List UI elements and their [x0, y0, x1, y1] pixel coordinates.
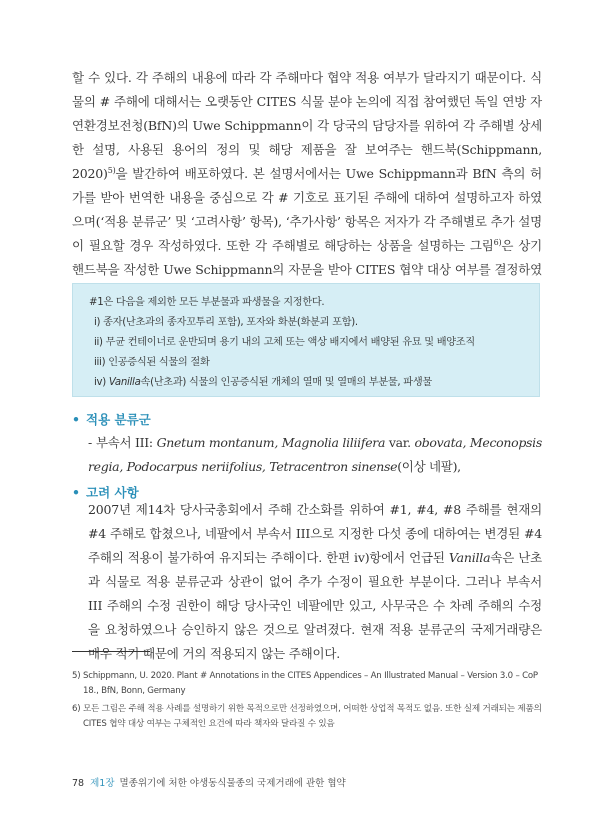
annotation-item-1: i) 종자(난초과의 종자꼬투리 포함), 포자와 화분(화분괴 포함). [94, 317, 358, 328]
dash-marker: - [88, 435, 92, 450]
species-names-1: Gnetum montanum, Magnolia liliifera [156, 435, 386, 450]
page-footer [72, 775, 346, 789]
page-number: 78 [72, 778, 85, 789]
annotation-item-4-genus: Vanilla [108, 377, 141, 388]
applicable-taxa-list [88, 431, 542, 479]
annotation-item-4 [89, 373, 525, 393]
appendix-label: 부속서 III: [95, 435, 157, 450]
footnote-ref-5[interactable]: 5) [107, 165, 116, 175]
annotation-item-3: iii) 인공증식된 식물의 절화 [94, 357, 210, 368]
considerations-paragraph [88, 498, 542, 666]
variety-marker: var. [385, 435, 415, 450]
section-heading-label: 적용 분류군 [86, 412, 151, 427]
footnote-6-line-1: 6) 모든 그림은 주해 적용 사례를 설명하기 위한 목적으로만 선정하였으며, 어떠한 상업적 목적도 없음. 또한 실제 거래되는 제품의 [72, 704, 542, 714]
annotation-item-2: ii) 무균 컨테이너로 운반되며 용기 내의 고체 또는 액상 배지에서 배양된 유묘 및 배양조직 [94, 337, 475, 348]
footnote-6-line-2: CITES 협약 대상 여부는 구체적인 요건에 따라 책자와 달라질 수 있음 [83, 719, 335, 729]
annotation-item-4-text: 속(난초과) 식물의 인공증식된 개체의 열매 및 열매의 부분물, 파생물 [140, 377, 432, 388]
annotation-item-4-prefix: iv) [94, 377, 109, 388]
section-heading-applicable-taxa [72, 410, 151, 428]
running-title: 멸종위기에 처한 야생동식물종의 국제거래에 관한 협약 [119, 778, 346, 789]
footnote-6 [72, 702, 542, 732]
considerations-genus: Vanilla [448, 550, 491, 565]
footnote-5-line-2: 18., BfN, Bonn, Germany [83, 686, 186, 696]
bullet-icon: • [72, 412, 80, 427]
intro-text-1: 할 수 있다. 각 주해의 내용에 따라 각 주해마다 협약 적용 여부가 달라지기 때문이다. 식물의 # 주해에 대해서는 오랫동안 CITES 식물 분야 논의에 직접 참여했던 독일 연방 자연환경보전청(BfN)의 Uwe Schippmann이 각 당국의 담당자를 위하여 각 주해별 상세한 설명, 사용된 용어의 정의 및 해당 제품을 잘 보여주는 핸드북(Schippmann, 2020) [72, 70, 542, 181]
footnote-ref-6[interactable]: 6) [493, 237, 502, 247]
bullet-icon: • [72, 485, 80, 500]
country-note: (이상 네팔), [397, 459, 461, 474]
footnote-divider [72, 651, 150, 652]
section-heading-label: 고려 사항 [86, 485, 139, 500]
species-names-2: obovata, Meconopsis regia, Podocarpus neriifolius, Tetracentron sinense [88, 435, 542, 474]
footnote-5-line-1: 5) Schippmann, U. 2020. Plant # Annotations in the CITES Appendices – An Illustrated Manual – Version 3.0 – CoP [72, 671, 538, 681]
chapter-label: 제1장 [90, 778, 115, 789]
considerations-text-2: 속은 난초과 식물로 적용 분류군과 상관이 없어 추가 수정이 필요한 부분이다. 그러나 부속서 III 주해의 수정 권한이 해당 당사국인 네팔에만 있고, 사무국은 수 차례 주해의 수정을 요청하였으나 승인하지 않은 것으로 알려졌다. 현재 적용 분류군의 국제거래량은 매우 적기 때문에 거의 적용되지 않는 주해이다. [88, 550, 542, 661]
intro-text-2: 을 발간하여 배포하였다. 본 설명서에서는 Uwe Schippmann과 BfN 측의 허가를 받아 번역한 내용을 중심으로 각 # 기호로 표기된 주해에 대하여 설명하고자 하였으며(‘적용 분류군’ 및 ‘고려사항’ 항목), ‘추가사항’ 항목은 저자가 각 주해별로 추가 설명이 필요할 경우 작성하였다. 또한 각 주해별로 해당하는 상품을 설명하는 그림 [72, 166, 542, 253]
intro-text-3: 은 상기 핸드북을 작성한 Uwe Schippmann의 자문을 받아 CITES 협약 대상 여부를 결정하였 [72, 238, 542, 277]
intro-paragraph [72, 66, 542, 306]
annotation-box-title: #1은 다음을 제외한 모든 부분물과 파생물을 지정한다. [89, 297, 325, 308]
footnote-5 [72, 669, 542, 699]
annotation-box [72, 283, 540, 397]
considerations-text-1: 2007년 제14차 당사국총회에서 주해 간소화를 위하여 #1, #4, #8 주해를 현재의 #4 주해로 합쳤으나, 네팔에서 부속서 III으로 지정한 다섯 종에 대하여는 변경된 #4 주해의 적용이 불가하여 유지되는 주해이다. 한편 iv)항에서 언급된 [88, 502, 542, 565]
